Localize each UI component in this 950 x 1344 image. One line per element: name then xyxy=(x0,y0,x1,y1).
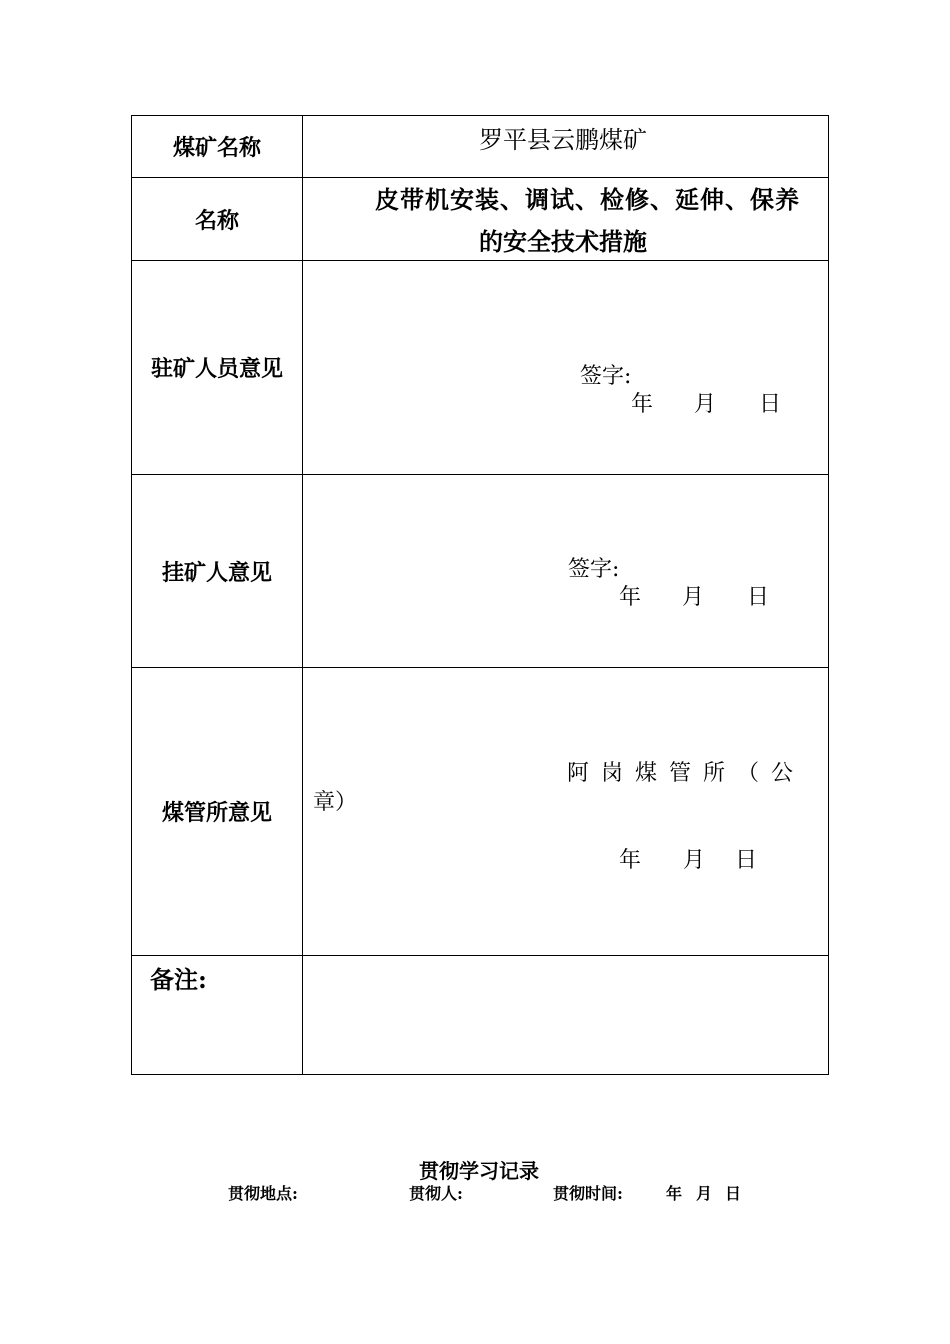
resident-day: 日 xyxy=(759,392,782,417)
hanging-opinion-cell xyxy=(303,475,829,668)
bureau-day: 日 xyxy=(735,848,758,873)
resident-signature-label: 签字: xyxy=(580,364,632,389)
mine-name-cell xyxy=(303,116,829,178)
bureau-opinion-cell xyxy=(303,668,829,956)
resident-year: 年 xyxy=(631,392,654,417)
remark-cell xyxy=(303,956,829,1075)
footer-year: 年 xyxy=(666,1184,683,1203)
study-record-title: 贯彻学习记录 xyxy=(419,1159,539,1183)
measure-name-label: 名称 xyxy=(132,178,303,261)
resident-month: 月 xyxy=(694,392,717,417)
bureau-month: 月 xyxy=(683,848,706,873)
resident-opinion-row xyxy=(132,261,829,475)
bureau-opinion-label: 煤管所意见 xyxy=(132,668,303,956)
bureau-year: 年 xyxy=(619,848,642,873)
time-label: 贯彻时间: xyxy=(553,1184,623,1203)
hanging-day: 日 xyxy=(747,585,770,610)
remark-label-cell xyxy=(132,956,303,1075)
resident-opinion-label: 驻矿人员意见 xyxy=(132,261,303,475)
remark-label: 备注: xyxy=(150,965,207,994)
mine-name-row xyxy=(132,116,829,178)
hanging-opinion-row xyxy=(132,475,829,668)
hanging-opinion-label: 挂矿人意见 xyxy=(132,475,303,668)
hanging-month: 月 xyxy=(682,585,705,610)
resident-opinion-cell xyxy=(303,261,829,475)
place-label: 贯彻地点: xyxy=(228,1184,298,1203)
measure-name-cell xyxy=(303,178,829,261)
footer-month: 月 xyxy=(696,1184,713,1203)
approval-form-table xyxy=(131,115,829,1075)
hanging-signature-label: 签字: xyxy=(568,557,620,582)
person-label: 贯彻人: xyxy=(409,1184,463,1203)
measure-name-line2: 的安全技术措施 xyxy=(479,227,647,256)
remark-row xyxy=(132,956,829,1075)
mine-name-label: 煤矿名称 xyxy=(132,116,303,178)
bureau-opinion-row xyxy=(132,668,829,956)
measure-name-row xyxy=(132,178,829,261)
measure-name-line1: 皮带机安装、调试、检修、延伸、保养 xyxy=(375,185,800,214)
footer-day: 日 xyxy=(725,1184,742,1203)
bureau-seal-line1: 阿岗煤管所（公 xyxy=(567,761,806,786)
bureau-seal-line2: 章） xyxy=(313,790,358,815)
hanging-year: 年 xyxy=(619,585,642,610)
mine-name-value: 罗平县云鹏煤矿 xyxy=(479,126,647,154)
